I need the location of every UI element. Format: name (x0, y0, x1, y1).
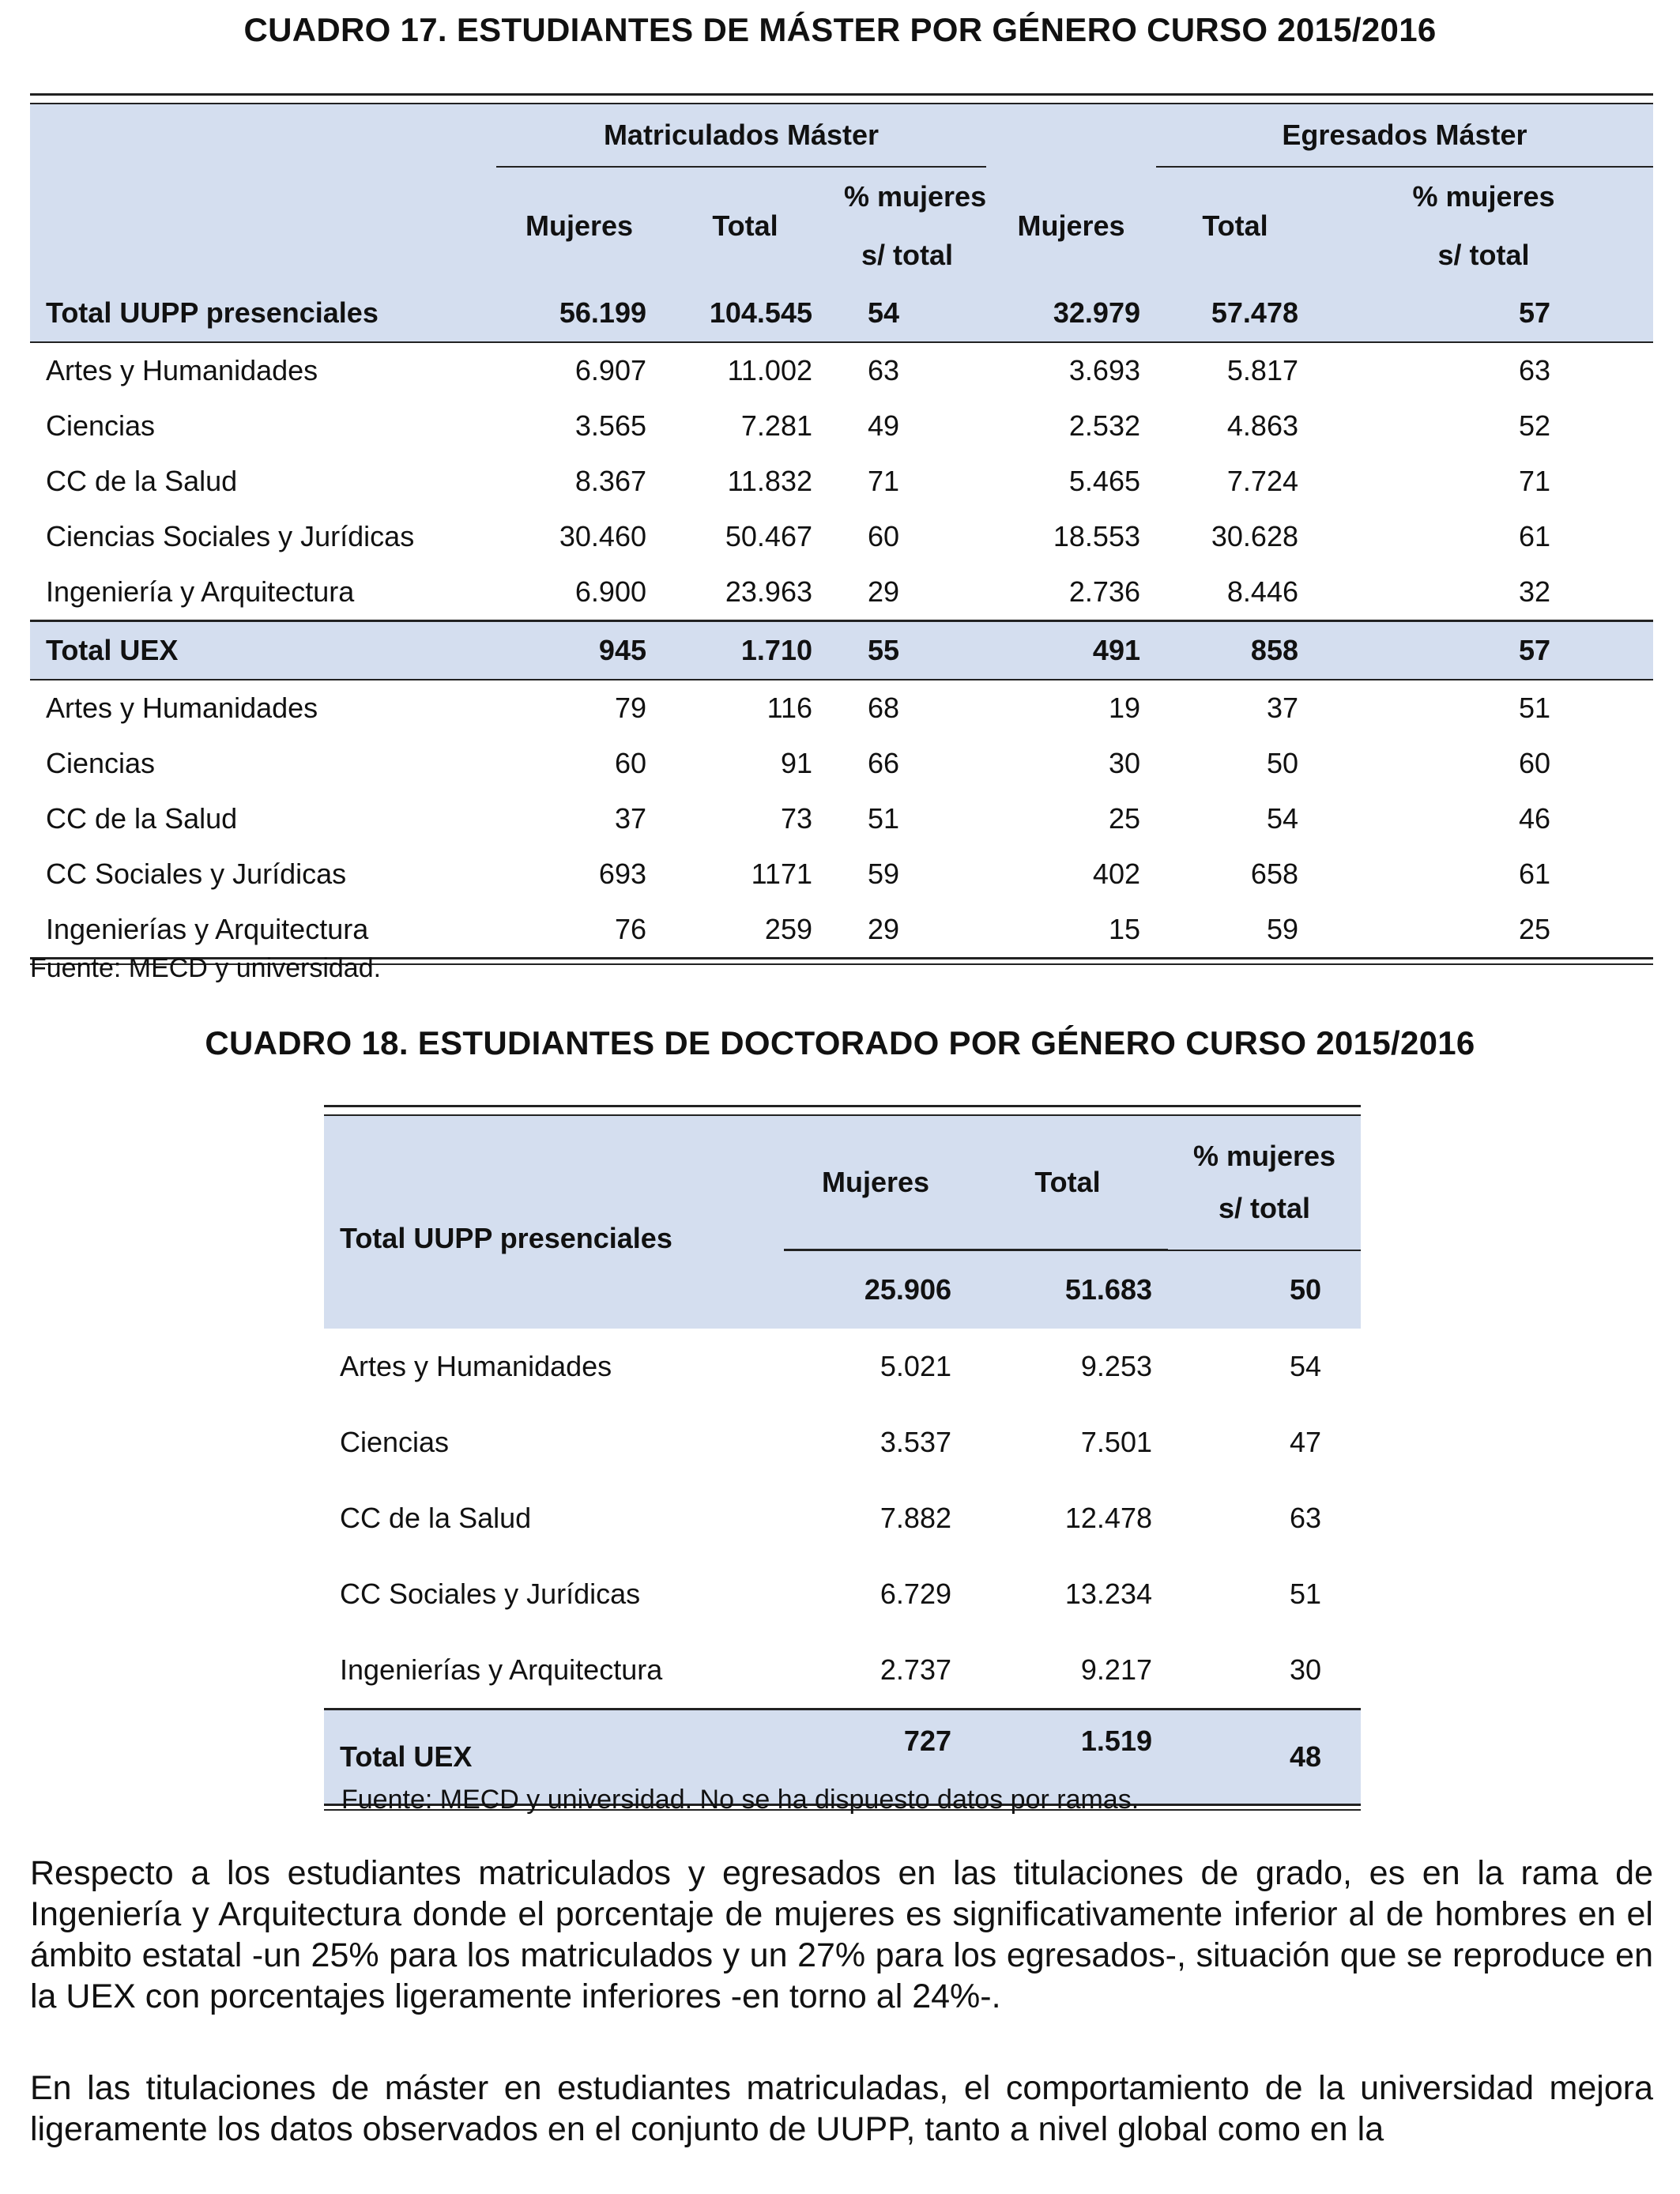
table-row: Ciencias Sociales y Jurídicas 30.460 50.467 60 18.553 30.628 61 (46, 520, 1550, 552)
table-row-total-uex: Total UEX 727 1.519 48 (324, 1710, 1361, 1805)
col-pct: % mujeres s/ total (1412, 180, 1555, 271)
table-row: CC de la Salud 7.882 12.478 63 (340, 1502, 1321, 1534)
table-row: Ingenierías y Arquitectura 2.737 9.217 30 (340, 1653, 1321, 1686)
table-row: Artes y Humanidades 5.021 9.253 54 (340, 1350, 1321, 1382)
col-pct: % mujeres s/ total (1168, 1115, 1361, 1250)
table-row: Artes y Humanidades 6.907 11.002 63 3.693 5.817 63 (30, 342, 1653, 398)
col-total: Total (1202, 209, 1268, 242)
table-row: Artes y Humanidades 79 116 68 19 37 51 (46, 692, 1550, 724)
table-row-total-uex: Total UEX 945 1.710 55 491 858 57 (30, 621, 1653, 680)
table-row: CC Sociales y Jurídicas 693 1171 59 402 658 61 (46, 858, 1550, 890)
col-mujeres: Mujeres (784, 1115, 967, 1250)
table-row: Ciencias 3.537 7.501 47 (340, 1426, 1321, 1458)
col-total: Total (967, 1115, 1168, 1250)
cuadro18-source: Fuente: MECD y universidad. No se ha dispuesto datos por ramas. (341, 1785, 1139, 1815)
cuadro18-table (324, 1105, 1361, 1811)
paragraph: Respecto a los estudiantes matriculados y egresados en las titulaciones de grado, es en la rama de Ingeniería y Arquitectura donde el porcentaje de mujeres es significativamente inferior al de hombres en el ámbito estatal -un 25% para los matriculados y un 27% para los egresados-, situación que se reproduce en la UEX con porcentajes ligeramente inferiores -en torno al 24%-. (30, 1854, 1653, 2015)
col-total: Total (712, 209, 778, 242)
paragraph: En las titulaciones de máster en estudiantes matriculadas, el comportamiento de la universidad mejora ligeramente los datos observados en el conjunto de UUPP, tanto a nivel global como en la (30, 2069, 1653, 2148)
col-pct: % mujeres s/ total (844, 180, 987, 271)
table-row: Ciencias 3.565 7.281 49 2.532 4.863 52 (46, 409, 1550, 442)
row-header: Total UUPP presenciales (340, 1221, 672, 1254)
table-row-total-uupp: Total UUPP presenciales 56.199 104.545 54 32.979 57.478 57 (30, 285, 1653, 342)
group-matriculados: Matriculados Máster (496, 104, 986, 167)
col-mujeres: Mujeres (525, 209, 634, 242)
table-row: Ingeniería y Arquitectura 6.900 23.963 29 2.736 8.446 32 (46, 575, 1550, 608)
col-mujeres: Mujeres (1017, 209, 1125, 242)
table-row-total-uupp: 25.906 51.683 50 (324, 1250, 1361, 1329)
cuadro17-title: CUADRO 17. ESTUDIANTES DE MÁSTER POR GÉNERO CURSO 2015/2016 (243, 11, 1437, 48)
table-row: CC de la Salud 8.367 11.832 71 5.465 7.724 71 (46, 465, 1550, 497)
table-row: Ingenierías y Arquitectura 76 259 29 15 59 25 (46, 913, 1550, 945)
table-row: CC Sociales y Jurídicas 6.729 13.234 51 (340, 1578, 1321, 1610)
cuadro17-table (30, 93, 1653, 965)
table-row: Ciencias 60 91 66 30 50 60 (46, 747, 1550, 779)
cuadro17-source: Fuente: MECD y universidad. (30, 953, 382, 983)
group-egresados: Egresados Máster (1156, 104, 1653, 167)
cuadro18-title: CUADRO 18. ESTUDIANTES DE DOCTORADO POR GÉNERO CURSO 2015/2016 (205, 1024, 1475, 1061)
table-row: CC de la Salud 37 73 51 25 54 46 (46, 802, 1550, 835)
